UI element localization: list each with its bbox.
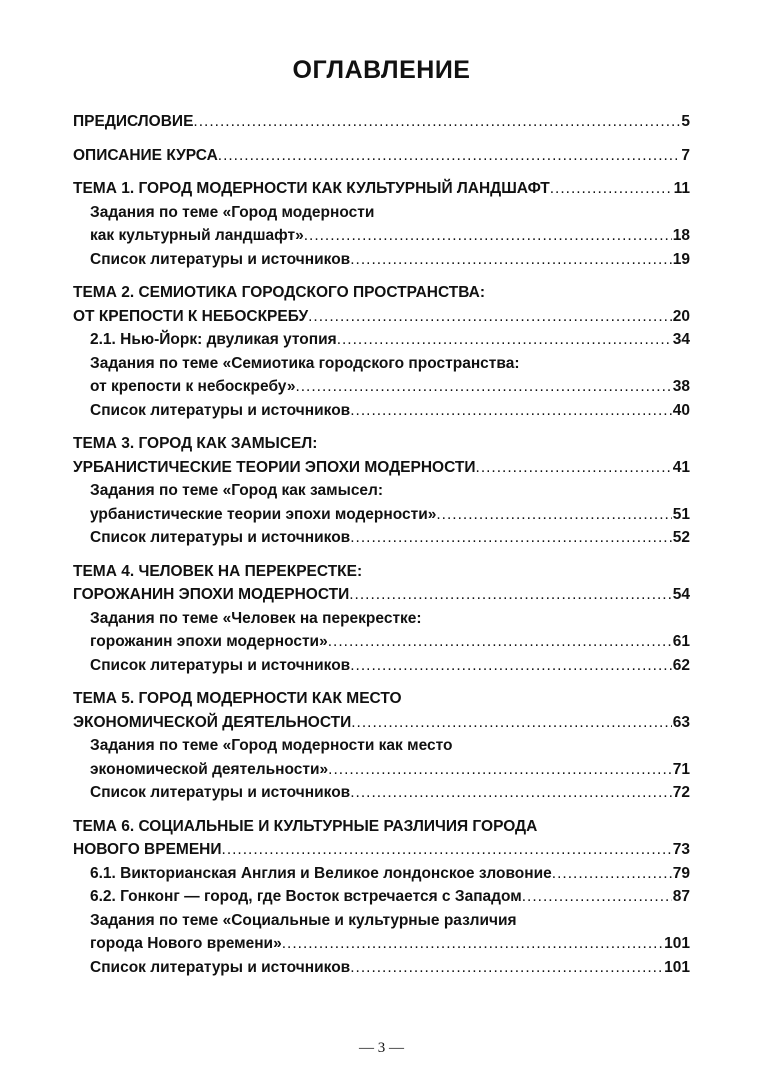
toc-subentry[interactable] [73,607,690,631]
toc-subentry[interactable] [73,248,690,272]
toc-section [73,281,690,422]
toc-entry[interactable] [73,687,690,711]
toc-entry-title: ЭКОНОМИЧЕСКОЙ ДЕЯТЕЛЬНОСТИ [73,713,352,731]
toc-entry[interactable] [73,815,690,839]
toc-page-number: 20 [672,307,690,325]
toc-page-number: 34 [672,331,690,348]
toc-section [73,177,690,271]
toc-entry-title: от крепости к небоскребу» [90,378,296,395]
toc-subentry[interactable] [73,503,690,527]
toc-page-number: 79 [672,864,690,882]
toc-entry-title: ПРЕДИСЛОВИЕ [73,113,194,130]
toc-subentry[interactable] [73,630,690,654]
dot-leader [282,932,663,956]
toc-entry[interactable] [73,432,690,456]
toc-section [73,432,690,550]
dot-leader [351,711,672,735]
dot-leader [350,399,672,423]
dot-leader [222,838,672,862]
dot-leader [436,503,671,527]
toc-entry-title: ТЕМА 1. ГОРОД МОДЕРНОСТИ КАК КУЛЬТУРНЫЙ ЛАНДШАФТ [73,180,550,197]
toc-entry-title: как культурный ландшафт» [90,227,304,244]
dot-leader [350,248,672,272]
toc-entry-title: ОТ КРЕПОСТИ К НЕБОСКРЕБУ [73,307,309,325]
toc-subentry[interactable] [73,781,690,805]
dot-leader [328,758,672,782]
toc-entry-title: города Нового времени» [90,935,282,952]
toc-entry-title: Задания по теме «Человек на перекрестке: [90,609,422,627]
toc-entry[interactable] [73,560,690,584]
toc-subentry[interactable] [73,201,690,225]
toc-entry-title: Список литературы и источников [90,250,351,268]
toc-entry-title: урбанистические теории эпохи модерности» [90,505,437,523]
toc-entry-title: Задания по теме «Город модерности как место [90,737,453,754]
toc-page-number: 7 [681,146,690,164]
dot-leader [522,885,672,909]
toc-page-number: 41 [672,458,690,476]
page-number: — 3 — [359,1040,404,1056]
dot-leader [350,781,672,805]
toc-subentry[interactable] [73,352,690,376]
dot-leader [193,110,680,134]
toc-section [73,560,690,678]
toc-section [73,687,690,805]
toc-entry-title: 6.1. Викторианская Англия и Великое лондонское зловоние [90,864,552,882]
toc-entry-title: Задания по теме «Город как замысел: [90,482,384,499]
toc-page-number: 18 [672,227,690,244]
dot-leader [476,456,672,480]
toc-entry-title: Список литературы и источников [90,784,351,801]
toc-entry[interactable] [73,711,690,735]
dot-leader [308,305,672,329]
toc-entry-title: Задания по теме «Социальные и культурные различия [90,911,517,929]
toc-entry-title: Список литературы и источников [90,529,351,546]
toc-subentry[interactable] [73,224,690,248]
toc-entry-title: ОПИСАНИЕ КУРСА [73,146,218,164]
dot-leader [304,224,672,248]
dot-leader [350,526,672,550]
toc-subentry[interactable] [73,375,690,399]
toc-subentry[interactable] [73,399,690,423]
toc-section [73,815,690,980]
dot-leader [552,862,672,886]
toc-page-number: 51 [672,505,690,523]
toc-page-number: 54 [672,586,690,603]
toc-subentry[interactable] [73,909,690,933]
toc-entry-title: Задания по теме «Город модерности [90,203,375,221]
toc-entry-title: 2.1. Нью-Йорк: двуликая утопия [90,331,337,348]
toc-page-number: 101 [664,935,690,952]
toc-page-number: 61 [672,633,690,650]
toc-entry-title: УРБАНИСТИЧЕСКИЕ ТЕОРИИ ЭПОХИ МОДЕРНОСТИ [73,458,476,476]
toc-entry[interactable] [73,281,690,305]
toc-entry[interactable] [73,305,690,329]
table-of-contents [73,110,690,989]
toc-entry-title: Список литературы и источников [90,958,351,976]
toc-page-number: 52 [672,529,690,546]
toc-section [73,110,690,134]
toc-subentry[interactable] [73,526,690,550]
toc-page-number: 71 [672,760,690,778]
dot-leader [218,144,681,168]
toc-entry-title: Задания по теме «Семиотика городского пространства: [90,354,520,372]
dot-leader [328,630,672,654]
page-title: ОГЛАВЛЕНИЕ [292,56,471,84]
toc-entry-title: Список литературы и источников [90,656,351,674]
toc-subentry[interactable] [73,654,690,678]
toc-page-number: 38 [672,378,690,395]
toc-entry-title: ТЕМА 6. СОЦИАЛЬНЫЕ И КУЛЬТУРНЫЕ РАЗЛИЧИЯ ГОРОДА [73,817,538,835]
toc-page-number: 11 [673,180,690,197]
toc-subentry[interactable] [73,328,690,352]
toc-subentry[interactable] [73,885,690,909]
toc-page-number: 101 [664,958,690,976]
dot-leader [550,177,673,201]
toc-subentry[interactable] [73,758,690,782]
toc-subentry[interactable] [73,932,690,956]
toc-entry-title: НОВОГО ВРЕМЕНИ [73,841,222,858]
toc-page-number: 40 [672,401,690,419]
toc-page-number: 72 [672,784,690,801]
toc-entry-title: горожанин эпохи модерности» [90,633,328,650]
toc-subentry[interactable] [73,956,690,980]
toc-entry[interactable] [73,583,690,607]
dot-leader [350,956,663,980]
toc-entry[interactable] [73,177,690,201]
dot-leader [349,583,672,607]
toc-page-number: 5 [681,113,690,130]
toc-entry[interactable] [73,144,690,168]
toc-entry-title: ТЕМА 4. ЧЕЛОВЕК НА ПЕРЕКРЕСТКЕ: [73,562,363,580]
toc-entry-title: экономической деятельности» [90,760,329,778]
toc-entry-title: ТЕМА 3. ГОРОД КАК ЗАМЫСЕЛ: [73,435,318,452]
toc-entry-title: ТЕМА 2. СЕМИОТИКА ГОРОДСКОГО ПРОСТРАНСТВА: [73,284,486,301]
dot-leader [350,654,672,678]
toc-section [73,144,690,168]
dot-leader [337,328,672,352]
toc-subentry[interactable] [73,479,690,503]
toc-entry-title: Список литературы и источников [90,401,351,419]
toc-page-number: 63 [672,713,690,731]
toc-subentry[interactable] [73,734,690,758]
toc-entry-title: ГОРОЖАНИН ЭПОХИ МОДЕРНОСТИ [73,586,350,603]
toc-page-number: 62 [672,656,690,674]
toc-entry[interactable] [73,456,690,480]
toc-subentry[interactable] [73,862,690,886]
dot-leader [295,375,671,399]
toc-page-number: 73 [672,841,690,858]
toc-page-number: 87 [672,888,690,905]
toc-entry-title: ТЕМА 5. ГОРОД МОДЕРНОСТИ КАК МЕСТО [73,690,402,707]
toc-entry-title: 6.2. Гонконг — город, где Восток встречается с Западом [90,888,522,905]
toc-entry[interactable] [73,838,690,862]
toc-page-number: 19 [672,250,690,268]
toc-entry[interactable] [73,110,690,134]
